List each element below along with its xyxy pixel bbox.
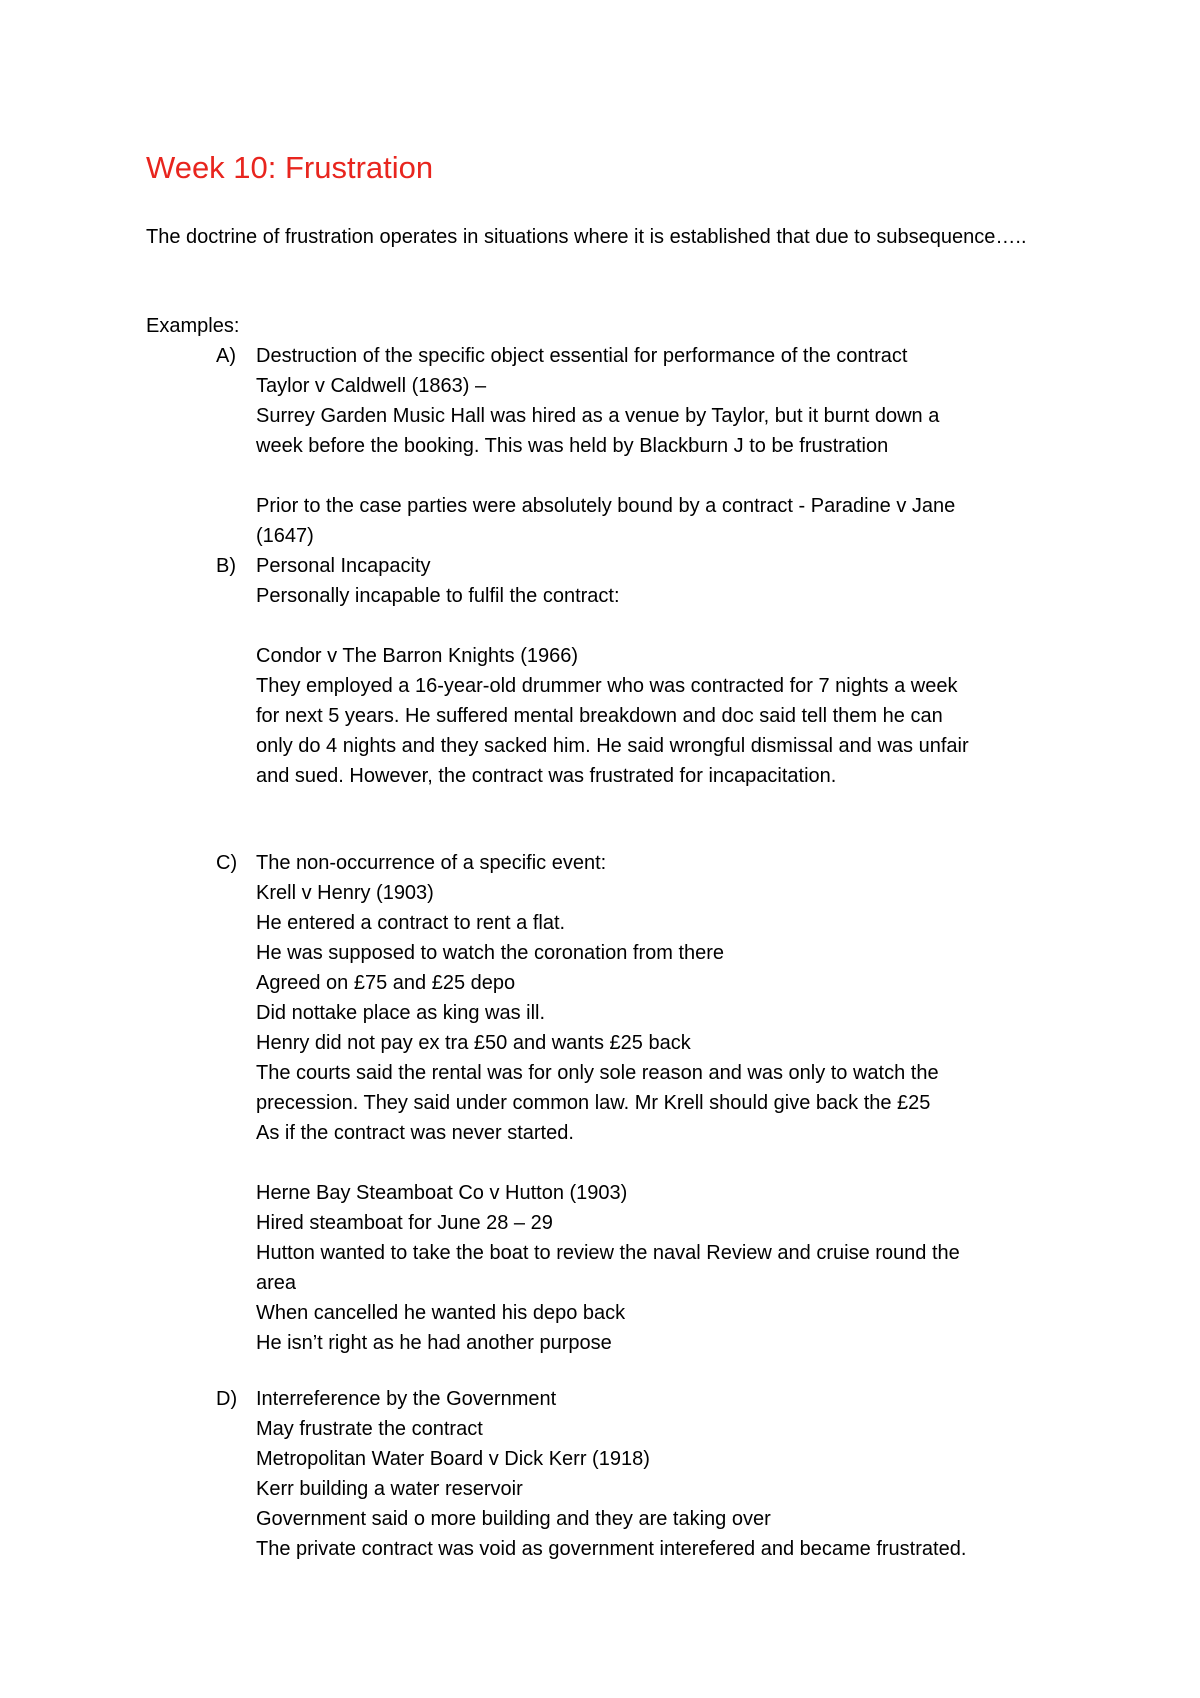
text-line: week before the booking. This was held by Blackburn J to be frustration (256, 435, 889, 457)
text-line: Kerr building a water reservoir (256, 1478, 523, 1500)
list-marker: B) (216, 555, 236, 577)
case-citation: Metropolitan Water Board v Dick Kerr (1918) (256, 1448, 650, 1470)
text-line: Surrey Garden Music Hall was hired as a venue by Taylor, but it burnt down a (256, 405, 940, 427)
blank-line (256, 1148, 1086, 1178)
document-title: Week 10: Frustration (146, 150, 434, 185)
text-line: The non-occurrence of a specific event: (256, 852, 607, 874)
examples-label: Examples: (146, 315, 240, 337)
text-line: Personal Incapacity (256, 555, 431, 577)
blank-line (256, 461, 1086, 491)
text-line: The courts said the rental was for only sole reason and was only to watch the (256, 1062, 939, 1084)
example-text (256, 551, 1086, 791)
example-text (256, 848, 1086, 1358)
text-line: (1647) (256, 525, 314, 547)
list-marker: D) (216, 1388, 238, 1410)
text-line: The private contract was void as government interefered and became frustrated. (256, 1538, 967, 1560)
text-line: for next 5 years. He suffered mental breakdown and doc said tell them he can (256, 705, 943, 727)
example-text (256, 1384, 1086, 1564)
text-line: Did nottake place as king was ill. (256, 1002, 546, 1024)
text-line: Henry did not pay ex tra £50 and wants £25 back (256, 1032, 691, 1054)
text-line: Hired steamboat for June 28 – 29 (256, 1212, 553, 1234)
text-line: area (256, 1272, 297, 1294)
text-line: May frustrate the contract (256, 1418, 483, 1440)
case-citation: Taylor v Caldwell (1863) – (256, 375, 487, 397)
case-citation: Krell v Henry (1903) (256, 882, 434, 904)
case-citation: Herne Bay Steamboat Co v Hutton (1903) (256, 1182, 628, 1204)
example-text (256, 341, 1086, 551)
intro-paragraph: The doctrine of frustration operates in situations where it is established that due to subsequence….. (146, 226, 1027, 248)
text-line: Agreed on £75 and £25 depo (256, 972, 516, 994)
text-line: Destruction of the specific object essential for performance of the contract (256, 345, 908, 367)
text-line: Personally incapable to fulfil the contract: (256, 585, 620, 607)
text-line: When cancelled he wanted his depo back (256, 1302, 626, 1324)
text-line: He entered a contract to rent a flat. (256, 912, 566, 934)
text-line: They employed a 16-year-old drummer who was contracted for 7 nights a week (256, 675, 958, 697)
text-line: Government said o more building and they are taking over (256, 1508, 771, 1530)
text-line: He isn’t right as he had another purpose (256, 1332, 612, 1354)
text-line: As if the contract was never started. (256, 1122, 574, 1144)
text-line: precession. They said under common law. Mr Krell should give back the £25 (256, 1092, 931, 1114)
list-marker: C) (216, 852, 238, 874)
blank-line (256, 611, 1086, 641)
text-line: Prior to the case parties were absolutely bound by a contract - Paradine v Jane (256, 495, 956, 517)
list-marker: A) (216, 345, 236, 367)
text-line: and sued. However, the contract was frustrated for incapacitation. (256, 765, 837, 787)
text-line: Interreference by the Government (256, 1388, 557, 1410)
text-line: only do 4 nights and they sacked him. He said wrongful dismissal and was unfair (256, 735, 969, 757)
case-citation: Condor v The Barron Knights (1966) (256, 645, 579, 667)
text-line: Hutton wanted to take the boat to review the naval Review and cruise round the (256, 1242, 960, 1264)
text-line: He was supposed to watch the coronation from there (256, 942, 725, 964)
